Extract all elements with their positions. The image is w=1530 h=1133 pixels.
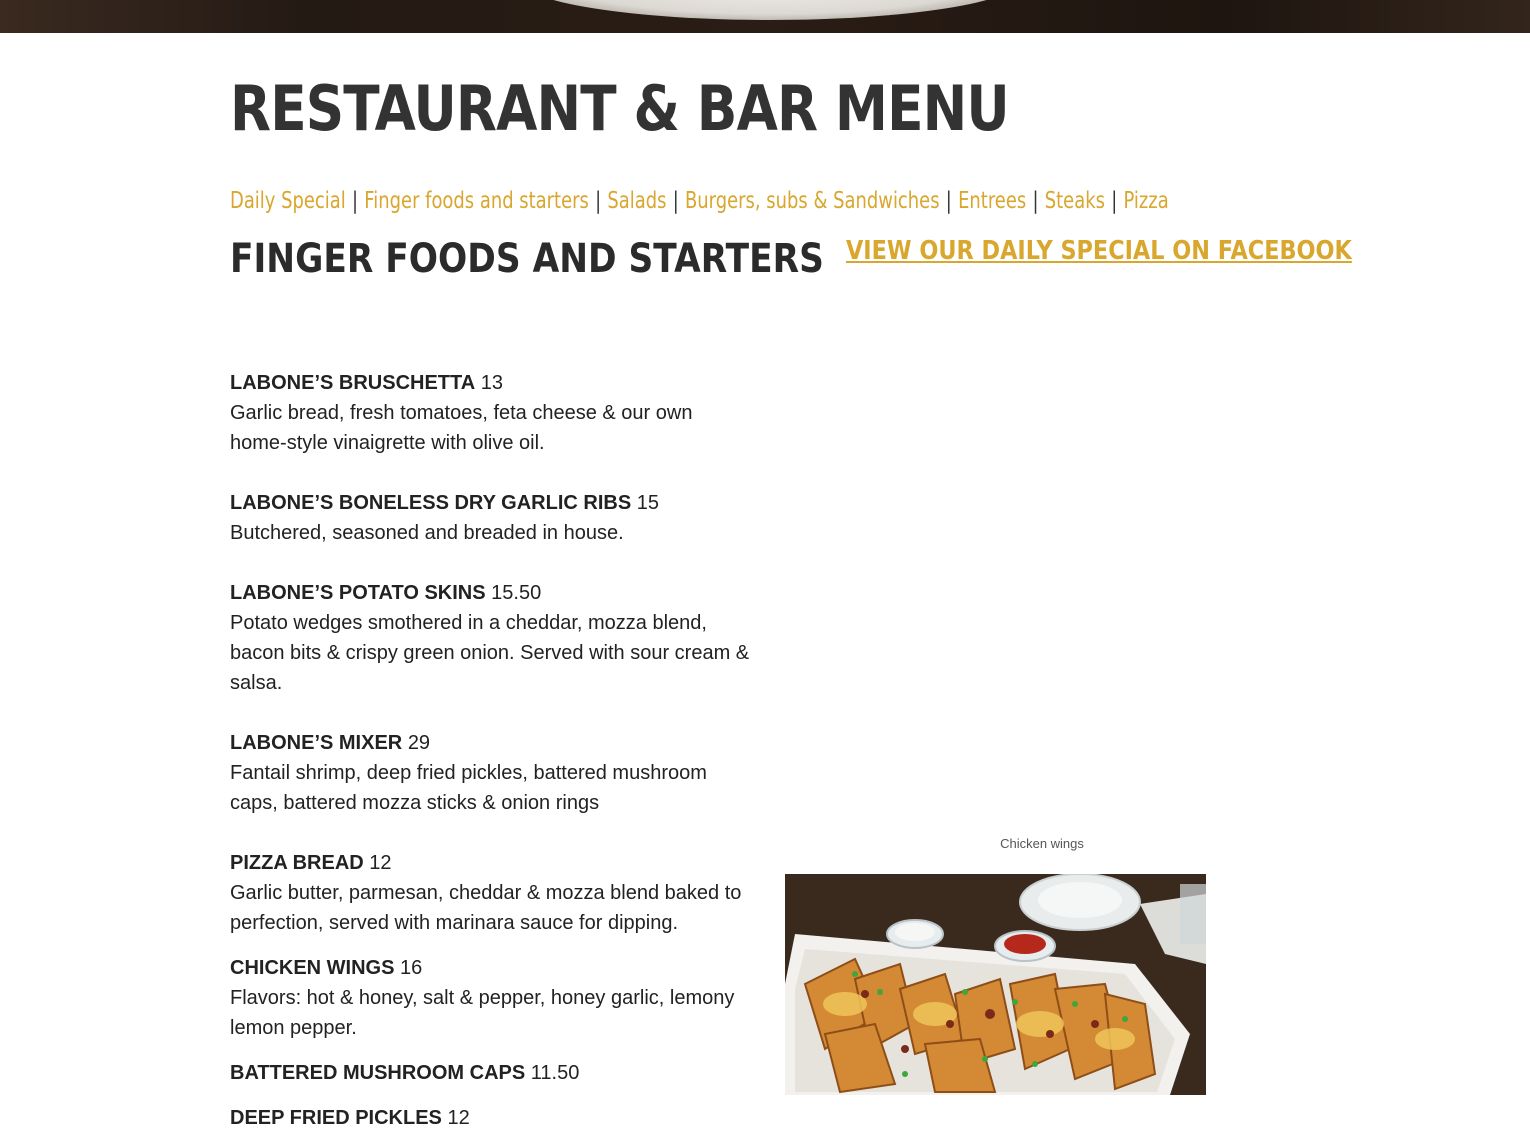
nav-separator: | bbox=[1032, 188, 1039, 214]
menu-item-name: DEEP FRIED PICKLES bbox=[230, 1107, 442, 1129]
menu-item-header bbox=[230, 848, 750, 878]
menu-item-header bbox=[230, 488, 750, 518]
menu-item-name: LABONE’S POTATO SKINS bbox=[230, 582, 486, 604]
nav-link-entrees[interactable]: Entrees bbox=[958, 188, 1027, 214]
potato-skins-plate-image bbox=[785, 874, 1206, 1095]
menu-item-price: 12 bbox=[447, 1107, 470, 1129]
menu-item-description: Garlic bread, fresh tomatoes, feta cheese & our own home-style vinaigrette with olive oil. bbox=[230, 402, 693, 454]
menu-item-header bbox=[230, 1058, 750, 1088]
nav-link-daily-special[interactable]: Daily Special bbox=[230, 188, 346, 214]
menu-item-description: Potato wedges smothered in a cheddar, mozza blend, bacon bits & crispy green onion. Served with sour cream & salsa. bbox=[230, 612, 750, 694]
nav-link-salads[interactable]: Salads bbox=[607, 188, 667, 214]
menu-item-price: 13 bbox=[480, 372, 503, 394]
menu-item-description: Butchered, seasoned and breaded in house. bbox=[230, 522, 624, 544]
menu-item-header bbox=[230, 953, 750, 983]
menu-item-name: LABONE’S BRUSCHETTA bbox=[230, 372, 476, 394]
nav-separator: | bbox=[351, 188, 359, 214]
menu-item bbox=[230, 488, 750, 548]
menu-item-header bbox=[230, 578, 750, 608]
nav-separator: | bbox=[595, 188, 602, 214]
menu-item-name: PIZZA BREAD bbox=[230, 852, 364, 874]
menu-item-description: Garlic butter, parmesan, cheddar & mozza blend baked to perfection, served with marinara sauce for dipping. bbox=[230, 882, 742, 934]
section-title: FINGER FOODS AND STARTERS bbox=[230, 236, 824, 282]
menu-item-price: 29 bbox=[407, 732, 431, 754]
menu-item bbox=[230, 953, 750, 1043]
menu-item-description: Fantail shrimp, deep fried pickles, battered mushroom caps, battered mozza sticks & onion rings bbox=[230, 762, 707, 814]
menu-item bbox=[230, 368, 750, 458]
menu-item bbox=[230, 1103, 750, 1133]
menu-item-price: 15 bbox=[636, 492, 659, 514]
nav-separator: | bbox=[945, 188, 952, 214]
nav-link-finger-foods[interactable]: Finger foods and starters bbox=[364, 188, 589, 214]
menu-item bbox=[230, 578, 750, 698]
menu-item-name: LABONE’S BONELESS DRY GARLIC RIBS bbox=[230, 492, 632, 514]
hero-plate-image bbox=[520, 0, 1020, 20]
food-photo bbox=[785, 874, 1206, 1095]
menu-item-name: LABONE’S MIXER bbox=[230, 732, 403, 754]
menu-item-header bbox=[230, 728, 750, 758]
menu-item-header bbox=[230, 1103, 750, 1133]
nav-link-pizza[interactable]: Pizza bbox=[1123, 188, 1169, 214]
menu-item-description: Flavors: hot & honey, salt & pepper, honey garlic, lemony lemon pepper. bbox=[230, 987, 735, 1039]
menu-item-price: 12 bbox=[369, 852, 392, 874]
menu-item-price: 15.50 bbox=[491, 582, 542, 604]
menu-item bbox=[230, 1058, 750, 1088]
facebook-daily-special-link[interactable]: VIEW OUR DAILY SPECIAL ON FACEBOOK bbox=[846, 236, 1352, 266]
menu-category-nav bbox=[230, 188, 1169, 214]
image-caption: Chicken wings bbox=[1000, 836, 1084, 851]
menu-item-name: CHICKEN WINGS bbox=[230, 957, 395, 979]
nav-separator: | bbox=[1111, 188, 1118, 214]
nav-link-burgers[interactable]: Burgers, subs & Sandwiches bbox=[684, 188, 940, 214]
nav-link-steaks[interactable]: Steaks bbox=[1044, 188, 1105, 214]
page-title: RESTAURANT & BAR MENU bbox=[230, 72, 1009, 145]
hero-banner bbox=[0, 0, 1530, 33]
menu-item-price: 16 bbox=[400, 957, 423, 979]
menu-item bbox=[230, 848, 750, 938]
menu-item-name: BATTERED MUSHROOM CAPS bbox=[230, 1062, 526, 1084]
menu-item-header bbox=[230, 368, 750, 398]
menu-item-price: 11.50 bbox=[530, 1062, 580, 1084]
nav-separator: | bbox=[672, 188, 679, 214]
menu-item bbox=[230, 728, 750, 818]
menu-item-list bbox=[230, 368, 750, 1133]
